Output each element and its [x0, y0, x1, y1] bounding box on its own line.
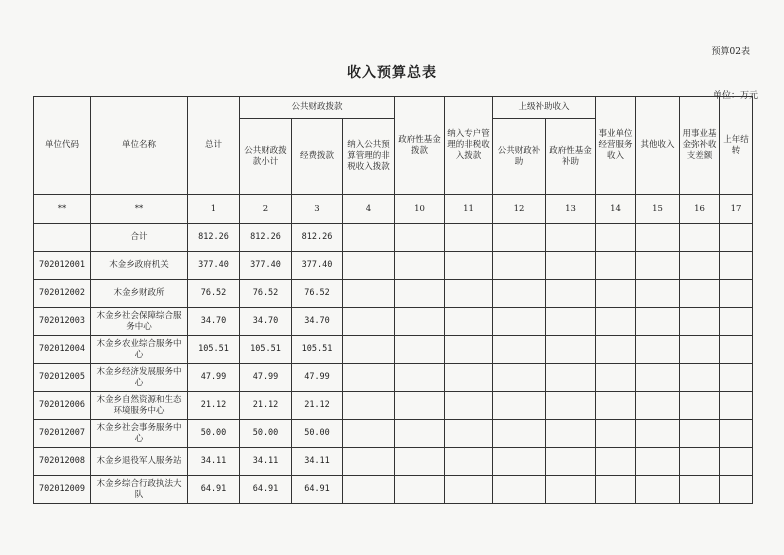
table-row — [34, 392, 753, 420]
page-title: 收入预算总表 — [347, 65, 437, 81]
header-unit-name: 单位名称 — [91, 97, 188, 195]
total-row — [34, 224, 753, 252]
header-public-budget-nontax: 纳入公共预算管理的非税收入拨款 — [343, 119, 395, 195]
row-subtotal: 34.70 — [240, 308, 292, 336]
header-superior-gov-fund: 政府性基金补助 — [546, 119, 596, 195]
unit-code: 702012003 — [34, 308, 91, 336]
row-operating: 105.51 — [292, 336, 343, 364]
row-total: 377.40 — [188, 252, 240, 280]
total-label: 合计 — [91, 224, 188, 252]
row-subtotal: 76.52 — [240, 280, 292, 308]
row-subtotal: 50.00 — [240, 420, 292, 448]
unit-name: 木金乡综合行政执法大队 — [91, 476, 188, 504]
header-public-finance: 公共财政拨款 — [240, 97, 395, 119]
index-cell: 13 — [546, 195, 596, 224]
table-row — [34, 364, 753, 392]
unit-code: 702012008 — [34, 448, 91, 476]
header-other-income: 其他收入 — [636, 97, 680, 195]
row-total: 34.11 — [188, 448, 240, 476]
table-row — [34, 476, 753, 504]
table-row — [34, 308, 753, 336]
total-total: 812.26 — [188, 224, 240, 252]
header-special-nontax: 纳入专户管理的非税收入拨款 — [445, 97, 493, 195]
unit-name: 木金乡退役军人服务站 — [91, 448, 188, 476]
unit-name: 木金乡政府机关 — [91, 252, 188, 280]
unit-name: 木金乡社会保障综合服务中心 — [91, 308, 188, 336]
table-row — [34, 448, 753, 476]
row-operating: 47.99 — [292, 364, 343, 392]
unit-name: 木金乡社会事务服务中心 — [91, 420, 188, 448]
header-total: 总计 — [188, 97, 240, 195]
row-operating: 21.12 — [292, 392, 343, 420]
row-subtotal: 21.12 — [240, 392, 292, 420]
index-cell: 11 — [445, 195, 493, 224]
header-superior-subsidy: 上级补助收入 — [493, 97, 596, 119]
unit-code: 702012007 — [34, 420, 91, 448]
form-number: 预算02表 — [711, 47, 750, 57]
row-operating: 64.91 — [292, 476, 343, 504]
index-cell: 15 — [636, 195, 680, 224]
total-subtotal: 812.26 — [240, 224, 292, 252]
unit-code: 702012002 — [34, 280, 91, 308]
row-total: 64.91 — [188, 476, 240, 504]
index-cell: 1 — [188, 195, 240, 224]
unit-name: 木金乡财政所 — [91, 280, 188, 308]
index-cell: 14 — [596, 195, 636, 224]
index-cell: 10 — [395, 195, 445, 224]
total-operating: 812.26 — [292, 224, 343, 252]
unit-name: 木金乡经济发展服务中心 — [91, 364, 188, 392]
header-unit-code: 单位代码 — [34, 97, 91, 195]
row-total: 34.70 — [188, 308, 240, 336]
row-operating: 50.00 — [292, 420, 343, 448]
unit-name: 木金乡自然资源和生态环境服务中心 — [91, 392, 188, 420]
index-cell: 16 — [680, 195, 720, 224]
index-cell: 4 — [343, 195, 395, 224]
unit-name: 木金乡农业综合服务中心 — [91, 336, 188, 364]
index-row — [34, 195, 753, 224]
unit-code: 702012006 — [34, 392, 91, 420]
index-cell: 12 — [493, 195, 546, 224]
row-operating: 34.70 — [292, 308, 343, 336]
row-subtotal: 47.99 — [240, 364, 292, 392]
row-operating: 76.52 — [292, 280, 343, 308]
row-total: 105.51 — [188, 336, 240, 364]
row-subtotal: 377.40 — [240, 252, 292, 280]
index-cell: 2 — [240, 195, 292, 224]
unit-code: 702012001 — [34, 252, 91, 280]
table-row — [34, 336, 753, 364]
index-cell: 3 — [292, 195, 343, 224]
index-cell: ** — [34, 195, 91, 224]
header-carryover: 上年结转 — [720, 97, 753, 195]
table-row — [34, 280, 753, 308]
unit-label: 单位：万元 — [712, 91, 758, 101]
row-subtotal: 105.51 — [240, 336, 292, 364]
index-cell: ** — [91, 195, 188, 224]
unit-code: 702012004 — [34, 336, 91, 364]
header-fund-deficit: 用事业基金弥补收支差额 — [680, 97, 720, 195]
table-row — [34, 420, 753, 448]
header-gov-fund: 政府性基金拨款 — [395, 97, 445, 195]
row-operating: 34.11 — [292, 448, 343, 476]
table-row — [34, 252, 753, 280]
row-subtotal: 34.11 — [240, 448, 292, 476]
total-code-cell — [34, 224, 91, 252]
unit-code: 702012009 — [34, 476, 91, 504]
row-operating: 377.40 — [292, 252, 343, 280]
row-total: 76.52 — [188, 280, 240, 308]
header-operating-funds: 经费拨款 — [292, 119, 343, 195]
header-public-finance-subtotal: 公共财政拨款小计 — [240, 119, 292, 195]
budget-table — [33, 96, 753, 504]
row-total: 47.99 — [188, 364, 240, 392]
header-superior-public-finance: 公共财政补助 — [493, 119, 546, 195]
header-institution-business: 事业单位经营服务收入 — [596, 97, 636, 195]
index-cell: 17 — [720, 195, 753, 224]
unit-code: 702012005 — [34, 364, 91, 392]
row-total: 21.12 — [188, 392, 240, 420]
row-total: 50.00 — [188, 420, 240, 448]
row-subtotal: 64.91 — [240, 476, 292, 504]
